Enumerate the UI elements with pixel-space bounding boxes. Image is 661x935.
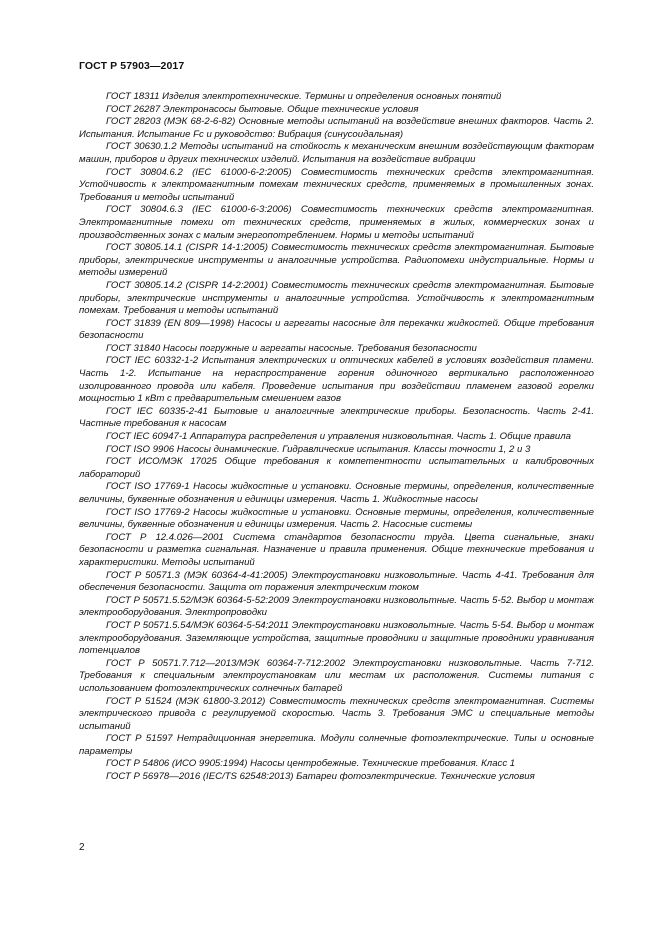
reference-entry: ГОСТ 30804.6.2 (IEC 61000-6-2:2005) Совместимость технических средств электромагнитная. Устойчивость к электромагнитным помехам технических средств, применяемых в промышленных зонах. Требования и методы испытаний bbox=[79, 166, 594, 203]
reference-entry: ГОСТ Р 51524 (МЭК 61800-3.2012) Совместимость технических средств электромагнитная. Системы электрического привода с регулируемой скоростью. Часть 3. Требования ЭМС и специальные методы испытаний bbox=[79, 695, 594, 732]
reference-entry: ГОСТ 28203 (МЭК 68-2-6-82) Основные методы испытаний на воздействие внешних факторов. Часть 2. Испытания. Испытание Fc и руководство: Вибрация (синусоидальная) bbox=[79, 116, 594, 140]
reference-entry: ГОСТ ИСО/МЭК 17025 Общие требования к компетентности испытательных и калибровочных лабораторий bbox=[79, 456, 594, 480]
reference-entry: ГОСТ Р 12.4.026—2001 Система стандартов безопасности труда. Цвета сигнальные, знаки безопасности и разметка сигнальная. Назначение и правила применения. Общие технические требования и характеристики. Методы испытаний bbox=[79, 531, 594, 568]
reference-entry: ГОСТ Р 50571.7.712—2013/МЭК 60364-7-712:2002 Электроустановки низковольтные. Часть 7-712. Требования к специальным электроустановкам или местам их расположения. Системы питания с использованием фотоэлектрических солнечных батарей bbox=[79, 657, 594, 694]
normative-references-list bbox=[79, 91, 594, 784]
reference-entry: ГОСТ 30804.6.3 (IEC 61000-6-3:2006) Совместимость технических средств электромагнитная. Электромагнитные помехи от технических средств, применяемых в жилых, коммерческих зонах и производственных зонах с малым энергопотреблением. Нормы и методы испытаний bbox=[79, 204, 594, 241]
reference-entry: ГОСТ 30805.14.1 (CISPR 14-1:2005) Совместимость технических средств электромагнитная. Бытовые приборы, электрические инструменты и аналогичные устройства. Радиопомехи индустриальные. Нормы и методы измерений bbox=[79, 242, 594, 279]
reference-entry: ГОСТ ISO 17769-1 Насосы жидкостные и установки. Основные термины, определения, количественные величины, буквенные обозначения и единицы измерения. Часть 1. Жидкостные насосы bbox=[79, 481, 594, 505]
reference-entry: ГОСТ Р 54806 (ИСО 9905:1994) Насосы центробежные. Технические требования. Класс 1 bbox=[106, 758, 516, 770]
reference-entry: ГОСТ 30805.14.2 (CISPR 14-2:2001) Совместимость технических средств электромагнитная. Бытовые приборы, электрические инструменты и аналогичные устройства. Устойчивость к электромагнитным помехам. Требования и методы испытаний bbox=[79, 279, 594, 317]
reference-entry: ГОСТ 26287 Электронасосы бытовые. Общие технические условия bbox=[106, 103, 419, 115]
reference-entry: ГОСТ 31839 (EN 809—1998) Насосы и агрегаты насосные для перекачки жидкостей. Общие требования безопасности bbox=[79, 317, 594, 342]
reference-entry: ГОСТ ISO 17769-2 Насосы жидкостные и установки. Основные термины, определения, количественные величины, буквенные обозначения и единицы измерения. Часть 2. Насосные системы bbox=[79, 506, 594, 531]
reference-entry: ГОСТ Р 56978—2016 (IEC/TS 62548:2013) Батареи фотоэлектрические. Технические условия bbox=[106, 771, 535, 783]
standard-id-header: ГОСТ Р 57903—2017 bbox=[79, 60, 185, 72]
reference-entry: ГОСТ IEC 60947-1 Аппаратура распределения и управления низковольтная. Часть 1. Общие правила bbox=[106, 431, 572, 443]
reference-entry: ГОСТ Р 51597 Нетрадиционная энергетика. Модули солнечные фотоэлектрические. Типы и основные параметры bbox=[79, 733, 594, 757]
reference-entry: ГОСТ Р 50571.5.52/МЭК 60364-5-52:2009 Электроустановки низковольтные. Часть 5-52. Выбор и монтаж электрооборудования. Электропроводки bbox=[79, 594, 594, 619]
reference-entry: ГОСТ IEC 60332-1-2 Испытания электрических и оптических кабелей в условиях воздействия пламени. Часть 1-2. Испытание на нераспространение горения одиночного вертикально расположенного изолированного провода или кабеля. Проведение испытания при воздействии пламенем газовой горелки мощностью 1 кВт с предварительным смешением газов bbox=[79, 355, 594, 405]
reference-entry: ГОСТ Р 50571.5.54/МЭК 60364-5-54:2011 Электроустановки низковольтные. Часть 5-54. Выбор и монтаж электрооборудования. Заземляющие устройства, защитные проводники и защитные проводники уравнивания потенциалов bbox=[79, 619, 594, 657]
reference-entry: ГОСТ IEC 60335-2-41 Бытовые и аналогичные электрические приборы. Безопасность. Часть 2-41. Частные требования к насосам bbox=[79, 405, 594, 430]
page-number: 2 bbox=[79, 842, 85, 853]
reference-entry: ГОСТ 18311 Изделия электротехнические. Термины и определения основных понятий bbox=[106, 91, 502, 102]
reference-entry: ГОСТ Р 50571.3 (МЭК 60364-4-41:2005) Электроустановки низковольтные. Часть 4-41. Требования для обеспечения безопасности. Защита от поражения электрическим током bbox=[79, 569, 594, 594]
reference-entry: ГОСТ 30630.1.2 Методы испытаний на стойкость к механическим внешним воздействующим факторам машин, приборов и других технических изделий. Испытания на воздействие вибрации bbox=[79, 141, 594, 165]
reference-entry: ГОСТ 31840 Насосы погружные и агрегаты насосные. Требования безопасности bbox=[106, 342, 477, 354]
reference-entry: ГОСТ ISO 9906 Насосы динамические. Гидравлические испытания. Классы точности 1, 2 и 3 bbox=[106, 443, 531, 455]
